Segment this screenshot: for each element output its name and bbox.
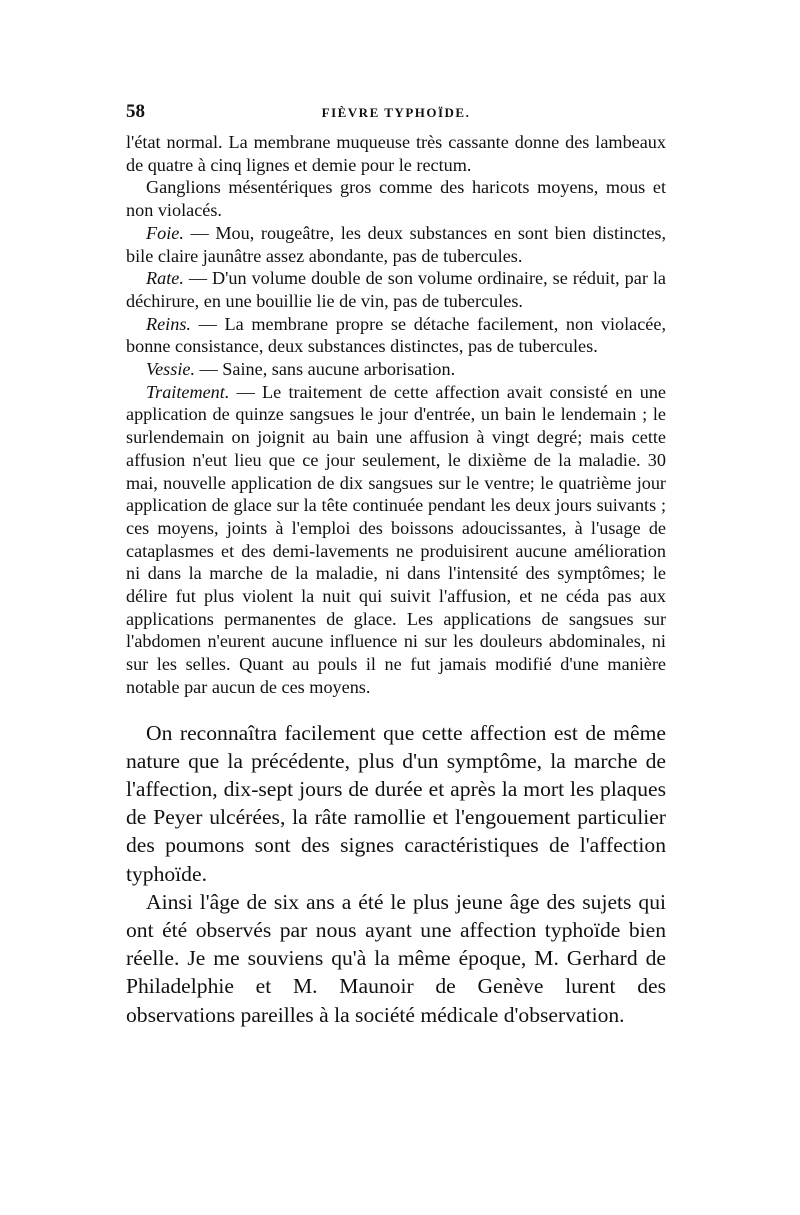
section-text: — Saine, sans aucune arborisation. bbox=[199, 359, 456, 380]
paragraph: On reconnaîtra facilement que cette affection est de même nature que la précédente, plus d'un symptôme, la marche de l'affection, dix-sept jours de durée et après la mort les plaques de Peyer ulcérées, la râte ramollie et l'engouement particulier des poumons sont des signes caractéristiques de l'affection typhoïde. bbox=[126, 720, 666, 886]
section-label: Foie. bbox=[146, 222, 184, 243]
section-text: — D'un volume double de son volume ordinaire, se réduit, par la déchirure, en une bouillie lie de vin, pas de tubercules. bbox=[126, 268, 666, 311]
running-head bbox=[126, 101, 666, 125]
paragraph-vessie bbox=[126, 358, 666, 381]
section-text: — La membrane propre se détache facilement, non violacée, bonne consistance, deux substances distinctes, pas de tubercules. bbox=[126, 313, 666, 357]
paragraph-traitement bbox=[126, 381, 666, 699]
paragraph-reins bbox=[126, 313, 666, 358]
section-label: Rate. bbox=[146, 268, 184, 289]
paragraph: Ainsi l'âge de six ans a été le plus jeune âge des sujets qui ont été observés par nous ayant une affection typhoïde bien réelle. Je me souviens qu'à la même époque, M. Gerhard de Philadelphie et M. Maunoir de Genève lurent des observations pareilles à la société médicale d'observation. bbox=[126, 889, 666, 1027]
paragraph-rate bbox=[126, 267, 666, 312]
paragraph: Ganglions mésentériques gros comme des haricots moyens, mous et non violacés. bbox=[126, 177, 666, 221]
paragraph: l'état normal. La membrane muqueuse très cassante donne des lambeaux de quatre à cinq lignes et demie pour le rectum. bbox=[126, 132, 666, 175]
page-number: 58 bbox=[126, 101, 145, 122]
commentary bbox=[126, 719, 666, 1029]
running-title: FIÈVRE TYPHOÏDE. bbox=[321, 105, 471, 120]
body-text bbox=[126, 131, 666, 1029]
section-text: — Le traitement de cette affection avait consisté en une application de quinze sangsues le jour d'entrée, un bain le lendemain ; le surlendemain on joignit au bain une affusion à vingt degré; mais cette affusion n'eut lieu que ce jour seulement, le dixième de la maladie. 30 mai, nouvelle application de dix sangsues sur le ventre; le quatrième jour application de glace sur la tête continuée pendant les deux jours suivants ; ces moyens, joints à l'emploi des boissons adoucissantes, à l'usage de cataplasmes et des demi-lavements ne produisirent aucune amélioration ni dans la marche de la maladie, ni dans l'intensité des symptômes; le délire fut plus violent la nuit qui suivit l'affusion, et ne céda pas aux applications permanentes de glace. Les applications de sangsues sur l'abdomen n'eurent aucune influence ni sur les douleurs abdominales, ni sur les selles. Quant au pouls il ne fut jamais modifié d'une manière notable par aucun de ces moyens. bbox=[126, 381, 667, 697]
paragraph-foie bbox=[126, 222, 666, 267]
section-label: Vessie. bbox=[146, 359, 195, 380]
section-label: Reins. bbox=[146, 313, 191, 334]
autopsy-notes bbox=[126, 131, 666, 699]
section-label: Traitement. bbox=[146, 381, 230, 402]
section-text: — Mou, rougeâtre, les deux substances en sont bien distinctes, bile claire jaunâtre assez abondante, pas de tubercules. bbox=[126, 222, 666, 266]
